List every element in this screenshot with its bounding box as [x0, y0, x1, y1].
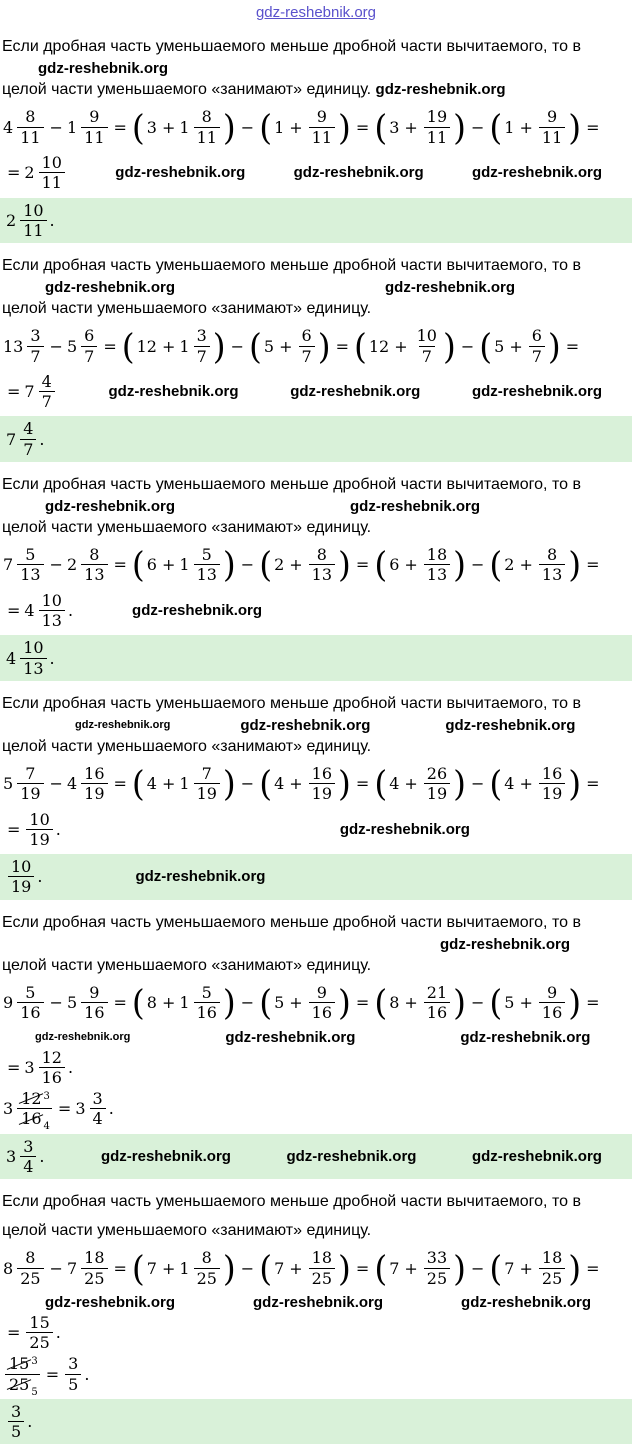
- watermark: gdz-reshebnik.org: [108, 383, 239, 401]
- result-expression: = $\frac{15}{25}$ .: [7, 1313, 61, 1353]
- watermark: gdz-reshebnik.org: [100, 1147, 231, 1165]
- explanation-line-1: Если дробная часть уменьшаемого меньше дробной части вычитаемого, то в: [2, 913, 581, 931]
- equation-line: 9 $\frac{5}{16}$ − 5 $\frac{9}{16}$ = ( 8 + 1 $\frac{5}{16}$ ) − ( 5 + $\frac{9}{16}$ ) = ( 8 + $\frac{21}{16}$ ) − ( 5 + $\frac{9}{16}$ ) =: [3, 982, 600, 1024]
- result-line: [0, 1048, 632, 1087]
- explanation-line-1: Если дробная часть уменьшаемого меньше дробной части вычитаемого, то в: [2, 475, 581, 493]
- simplification-line: [0, 1089, 632, 1133]
- solution-block: [0, 255, 632, 462]
- watermark: gdz-reshebnik.org: [440, 935, 571, 953]
- watermark: gdz-reshebnik.org: [45, 278, 176, 296]
- watermark: gdz-reshebnik.org: [225, 1028, 356, 1046]
- explanation-line-1: Если дробная часть уменьшаемого меньше дробной части вычитаемого, то в: [2, 256, 581, 274]
- watermark: gdz-reshebnik.org: [460, 1028, 591, 1046]
- answer-box: [0, 198, 632, 243]
- answer-expression: $\frac{3}{5}$ .: [6, 1402, 33, 1441]
- result-expression: = 3 $\frac{12}{16}$ .: [7, 1047, 74, 1087]
- explanation-line-2: целой части уменьшаемого «занимают» единицу.: [2, 299, 372, 317]
- result-line: [0, 1313, 632, 1352]
- explanation-line-2: целой части уменьшаемого «занимают» единицу.: [2, 518, 372, 536]
- watermark: gdz-reshebnik.org: [339, 821, 470, 839]
- solution-block: [0, 693, 632, 900]
- result-line: [0, 810, 632, 849]
- solution-block: [0, 36, 632, 243]
- equation-line: 4 $\frac{8}{11}$ − 1 $\frac{9}{11}$ = ( 3 + 1 $\frac{8}{11}$ ) − ( 1 + $\frac{9}{11}$ ) = ( 3 + $\frac{19}{11}$ ) − ( 1 + $\frac{9}{11}$ ) =: [3, 106, 600, 148]
- answer-expression: 2 $\frac{10}{11}$ .: [6, 200, 55, 240]
- watermark: gdz-reshebnik.org: [253, 1294, 384, 1312]
- watermark-row: [0, 498, 632, 515]
- result-expression: = $\frac{10}{19}$ .: [7, 809, 61, 850]
- explanation-line-1: Если дробная часть уменьшаемого меньше дробной части вычитаемого, то в: [2, 38, 581, 55]
- result-line: [0, 372, 632, 411]
- answer-box: [0, 416, 632, 461]
- explanation-line-1: Если дробная часть уменьшаемого меньше дробной части вычитаемого, то в: [2, 1192, 581, 1210]
- watermark-row: [0, 936, 632, 953]
- watermark: gdz-reshebnik.org: [350, 497, 481, 515]
- watermark-row: [0, 717, 632, 734]
- result-line: [0, 591, 632, 630]
- watermark: gdz-reshebnik.org: [375, 81, 506, 99]
- answer-expression: $\frac{10}{19}$ .: [6, 857, 43, 896]
- simplification-expression: 3 $\frac{12 ^3}{16 _4}$ = 3 $\frac{3}{4}$ .: [3, 1089, 114, 1133]
- watermark: gdz-reshebnik.org: [75, 719, 171, 732]
- watermark: gdz-reshebnik.org: [471, 383, 602, 401]
- result-expression: = 7 $\frac{4}{7}$: [3, 372, 57, 411]
- explanation-line-2: целой части уменьшаемого «занимают» единицу.: [2, 1221, 372, 1239]
- answer-box: [0, 635, 632, 680]
- watermark: gdz-reshebnik.org: [132, 602, 263, 620]
- result-expression: = 4 $\frac{10}{13}$ .: [7, 590, 74, 631]
- watermark: gdz-reshebnik.org: [445, 716, 576, 734]
- watermark: gdz-reshebnik.org: [45, 1294, 176, 1312]
- equation-line: 7 $\frac{5}{13}$ − 2 $\frac{8}{13}$ = ( 6 + 1 $\frac{5}{13}$ ) − ( 2 + $\frac{8}{13}$ ) = ( 6 + $\frac{18}{13}$ ) − ( 2 + $\frac{8}{13}$ ) =: [3, 544, 600, 586]
- watermark: gdz-reshebnik.org: [135, 868, 266, 886]
- watermark-row: [0, 1294, 632, 1311]
- watermark: gdz-reshebnik.org: [471, 1147, 602, 1165]
- explanation-line-2: целой части уменьшаемого «занимают» единицу.: [2, 956, 372, 974]
- watermark-row: [0, 279, 632, 296]
- explanation-line-2: [0, 79, 632, 101]
- explanation-line-1: Если дробная часть уменьшаемого меньше дробной части вычитаемого, то в: [2, 694, 581, 712]
- answer-box: [0, 1399, 632, 1444]
- watermark: gdz-reshebnik.org: [35, 1031, 131, 1044]
- result-expression: = 2 $\frac{10}{11}$: [3, 153, 67, 192]
- watermark-link[interactable]: gdz-reshebnik.org: [255, 4, 377, 21]
- watermark-row: [0, 1029, 632, 1046]
- equation-line: 13 $\frac{3}{7}$ − 5 $\frac{6}{7}$ = ( 12 + 1 $\frac{3}{7}$ ) − ( 5 + $\frac{6}{7}$ ) = ( 12 + $\frac{10}{7}$ ) − ( 5 + $\frac{6}{7}$ ) =: [3, 325, 580, 367]
- explanation-text: целой части уменьшаемого «занимают» единицу.: [2, 81, 372, 99]
- solution-block: [0, 1191, 632, 1444]
- watermark: gdz-reshebnik.org: [471, 164, 602, 182]
- result-line: [0, 153, 632, 192]
- answer-box: [0, 1134, 632, 1179]
- watermark: gdz-reshebnik.org: [45, 497, 176, 515]
- watermark: gdz-reshebnik.org: [240, 716, 371, 734]
- watermark: gdz-reshebnik.org: [293, 164, 424, 182]
- answer-expression: 3 $\frac{3}{4}$ .: [6, 1136, 45, 1176]
- watermark: gdz-reshebnik.org: [385, 278, 516, 296]
- watermark-row: [0, 60, 632, 77]
- explanation-line-2: целой части уменьшаемого «занимают» единицу.: [2, 737, 372, 755]
- simplification-line: [0, 1354, 632, 1398]
- header: [0, 0, 632, 24]
- answer-expression: 4 $\frac{10}{13}$ .: [6, 638, 55, 678]
- equation-line: 5 $\frac{7}{19}$ − 4 $\frac{16}{19}$ = ( 4 + 1 $\frac{7}{19}$ ) − ( 4 + $\frac{16}{19}$ ) = ( 4 + $\frac{26}{19}$ ) − ( 4 + $\frac{16}{19}$ ) =: [3, 763, 600, 805]
- solution-block: [0, 474, 632, 681]
- watermark: gdz-reshebnik.org: [286, 1147, 417, 1165]
- answer-box: [0, 854, 632, 899]
- answer-expression: 7 $\frac{4}{7}$ .: [6, 419, 45, 459]
- watermark: gdz-reshebnik.org: [38, 60, 169, 78]
- watermark: gdz-reshebnik.org: [461, 1294, 592, 1312]
- simplification-expression: $\frac{15 ^3}{25 _5}$ = $\frac{3}{5}$ .: [3, 1354, 90, 1393]
- equation-line: 8 $\frac{8}{25}$ − 7 $\frac{18}{25}$ = ( 7 + 1 $\frac{8}{25}$ ) − ( 7 + $\frac{18}{25}$ ) = ( 7 + $\frac{33}{25}$ ) − ( 7 + $\frac{18}{25}$ ) =: [3, 1247, 600, 1289]
- solution-block: [0, 912, 632, 1179]
- watermark: gdz-reshebnik.org: [290, 383, 421, 401]
- watermark: gdz-reshebnik.org: [115, 164, 246, 182]
